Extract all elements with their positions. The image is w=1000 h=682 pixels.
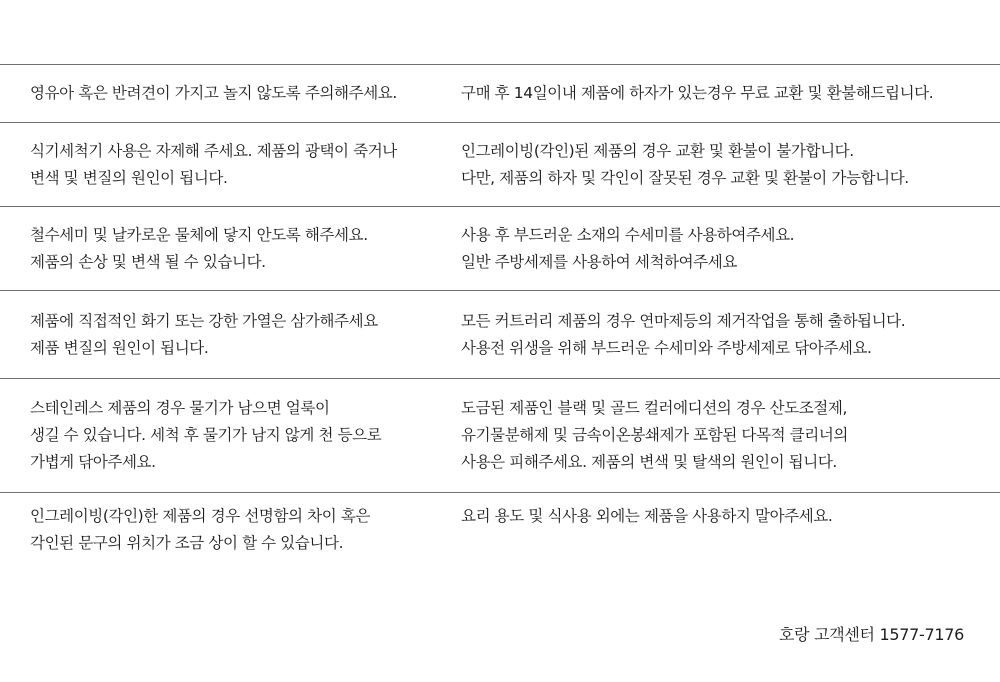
- notice-text: 변색 및 변질의 원인이 됩니다.: [30, 168, 228, 187]
- notice-left-cell: [0, 493, 457, 557]
- notice-text: 도금된 제품인 블랙 및 골드 컬러에디션의 경우 산도조절제,: [461, 399, 847, 417]
- notice-text: 제품 변질의 원인이 됩니다.: [30, 338, 209, 357]
- notice-text: 식기세척기 사용은 자제해 주세요. 제품의 광택이 죽거나: [30, 141, 397, 160]
- notice-left-cell: [0, 379, 457, 492]
- notice-text: 일반 주방세제를 사용하여 세척하여주세요: [461, 252, 737, 271]
- notice-text: 요리 용도 및 식사용 외에는 제품을 사용하지 말아주세요.: [461, 507, 833, 525]
- notice-row: [0, 493, 1000, 573]
- notice-row: [0, 291, 1000, 379]
- notice-text: 사용은 피해주세요. 제품의 변색 및 탈색의 원인이 됩니다.: [461, 453, 837, 471]
- notice-row: [0, 207, 1000, 291]
- notice-right-cell: [457, 207, 1000, 290]
- notice-row: [0, 379, 1000, 493]
- notice-text: 모든 커트러리 제품의 경우 연마제등의 제거작업을 통해 출하됩니다.: [461, 311, 906, 330]
- notice-right-cell: [457, 379, 1000, 492]
- notice-text: 구매 후 14일이내 제품에 하자가 있는경우 무료 교환 및 환불해드립니다.: [461, 84, 934, 102]
- notice-left-cell: [0, 65, 457, 122]
- notice-right-cell: [457, 123, 1000, 206]
- notice-right-cell: [457, 65, 1000, 122]
- notice-text: 스테인레스 제품의 경우 물기가 남으면 얼룩이: [30, 399, 330, 417]
- notice-text: 제품에 직접적인 화기 또는 강한 가열은 삼가해주세요: [30, 311, 378, 330]
- notice-row: [0, 65, 1000, 123]
- notice-text: 다만, 제품의 하자 및 각인이 잘못된 경우 교환 및 환불이 가능합니다.: [461, 168, 909, 187]
- notice-left-cell: [0, 291, 457, 378]
- notice-left-cell: [0, 207, 457, 290]
- notice-text: 유기물분해제 및 금속이온봉쇄제가 포함된 다목적 클리너의: [461, 426, 848, 444]
- notice-text: 제품의 손상 및 변색 될 수 있습니다.: [30, 252, 266, 271]
- notice-right-cell: [457, 291, 1000, 378]
- notice-text: 생길 수 있습니다. 세척 후 물기가 남지 않게 천 등으로: [30, 426, 382, 444]
- notice-text: 사용전 위생을 위해 부드러운 수세미와 주방세제로 닦아주세요.: [461, 338, 872, 357]
- notice-text: 각인된 문구의 위치가 조금 상이 할 수 있습니다.: [30, 534, 344, 552]
- notice-text: 가볍게 닦아주세요.: [30, 453, 156, 471]
- notice-row: [0, 123, 1000, 207]
- notice-left-cell: [0, 123, 457, 206]
- notice-text: 인그레이빙(각인)한 제품의 경우 선명함의 차이 혹은: [30, 507, 370, 525]
- customer-center-contact: 호랑 고객센터 1577-7176: [778, 625, 964, 644]
- notice-text: 사용 후 부드러운 소재의 수세미를 사용하여주세요.: [461, 225, 795, 244]
- notice-text: 철수세미 및 날카로운 물체에 닿지 안도록 해주세요.: [30, 225, 368, 244]
- care-notice-table: [0, 64, 1000, 573]
- notice-text: 인그레이빙(각인)된 제품의 경우 교환 및 환불이 불가합니다.: [461, 141, 854, 160]
- notice-text: 영유아 혹은 반려견이 가지고 놀지 않도록 주의해주세요.: [30, 84, 397, 102]
- notice-right-cell: [457, 493, 1000, 530]
